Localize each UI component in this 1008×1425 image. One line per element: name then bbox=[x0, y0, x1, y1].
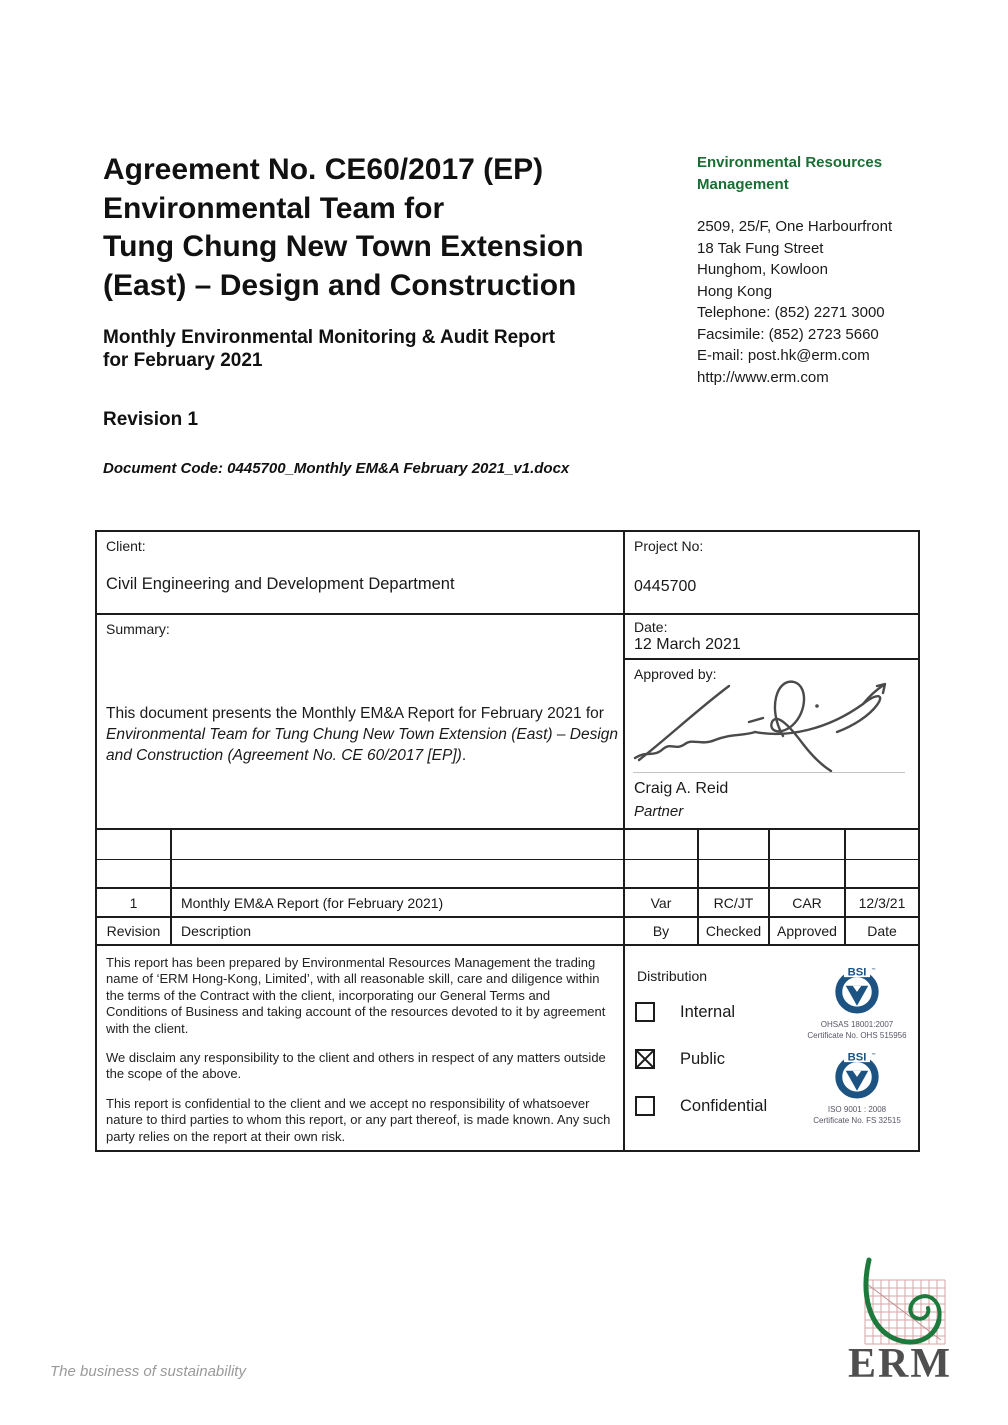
date-cell bbox=[846, 860, 918, 889]
svg-text:BSI: BSI bbox=[847, 1051, 867, 1064]
client-value: Civil Engineering and Development Department bbox=[106, 575, 455, 593]
company-tagline: The business of sustainability bbox=[50, 1363, 246, 1380]
report-title bbox=[103, 151, 703, 305]
description-cell bbox=[172, 860, 625, 889]
date-value: 12 March 2021 bbox=[634, 636, 741, 653]
signature bbox=[631, 674, 911, 774]
project-no-label: Project No: bbox=[634, 538, 704, 554]
project-no-cell bbox=[625, 532, 918, 615]
summary-label: Summary: bbox=[106, 621, 170, 637]
by-cell bbox=[625, 830, 699, 860]
disclaimer-paragraph: This report has been prepared by Environmental Resources Management the trading name of ‘ERM Hong-Kong, Limited’, with all reasonable skill, care and diligence within the terms of the Contract with the client, incorporating our General Terms and Conditions of Business and taking account of the resources devoted to it by agreement with the client. bbox=[106, 955, 606, 1036]
distribution-option-internal bbox=[635, 1002, 735, 1022]
document-info-table bbox=[95, 530, 920, 1152]
revision-label: Revision 1 bbox=[103, 409, 199, 430]
title-line: Tung Chung New Town Extension bbox=[103, 230, 584, 263]
description-cell bbox=[172, 830, 625, 860]
address-line: Hunghom, Kowloon bbox=[697, 261, 828, 278]
address-line: Hong Kong bbox=[697, 282, 773, 300]
company-address bbox=[697, 216, 937, 388]
company-name-line: Environmental Resources bbox=[697, 154, 883, 171]
title-line: (East) – Design and Construction bbox=[103, 268, 577, 302]
distribution-label: Distribution bbox=[637, 968, 708, 984]
erm-wordmark: ERM bbox=[848, 1341, 952, 1387]
bsi-caption bbox=[792, 1019, 922, 1041]
approver-title: Partner bbox=[634, 803, 684, 820]
checked-header: Checked bbox=[699, 918, 770, 946]
certification-number: Certificate No. OHS 515956 bbox=[807, 1031, 907, 1040]
by-cell bbox=[625, 860, 699, 889]
summary-part-italic: Environmental Team for Tung Chung New Town Extension (East) – Design and Construction (Agreement No. CE 60/2017 [EP]) bbox=[106, 726, 619, 764]
summary-cell bbox=[97, 615, 625, 830]
title-line: Environmental Team for bbox=[103, 191, 445, 225]
company-block bbox=[697, 152, 937, 388]
approved-header: Approved bbox=[770, 918, 846, 946]
svg-text:BSI: BSI bbox=[847, 966, 867, 979]
fax-line: Facsimile: (852) 2723 5660 bbox=[697, 325, 879, 343]
address-line: 18 Tak Fung Street bbox=[697, 239, 824, 257]
subtitle-line: for February 2021 bbox=[103, 350, 263, 371]
date-cell bbox=[625, 615, 918, 660]
disclaimer-paragraph: We disclaim any responsibility to the client and others in respect of any matters outside the scope of the above. bbox=[106, 1050, 606, 1082]
client-cell bbox=[97, 532, 625, 615]
date-header: Date bbox=[846, 918, 918, 946]
checked-cell bbox=[699, 830, 770, 860]
phone-line: Telephone: (852) 2271 3000 bbox=[697, 304, 885, 321]
revision-cell bbox=[97, 830, 172, 860]
approved-by-cell bbox=[625, 660, 918, 830]
subtitle-line: Monthly Environmental Monitoring & Audit Report bbox=[103, 327, 556, 348]
client-label: Client: bbox=[106, 538, 146, 554]
date-label: Date: bbox=[634, 619, 668, 635]
date-cell: 12/3/21 bbox=[846, 889, 918, 918]
certification-number: Certificate No. FS 32515 bbox=[813, 1116, 901, 1125]
certification-standard: ISO 9001 : 2008 bbox=[827, 1105, 887, 1114]
address-line: 2509, 25/F, One Harbourfront bbox=[697, 218, 893, 235]
revision-cell: 1 bbox=[97, 889, 172, 918]
distribution-option-confidential bbox=[635, 1096, 767, 1116]
company-name bbox=[697, 152, 937, 195]
by-header: By bbox=[625, 918, 699, 946]
checkbox-internal[interactable] bbox=[635, 1002, 655, 1022]
distribution-option-public bbox=[635, 1049, 725, 1069]
bsi-certification-icon bbox=[831, 964, 883, 1018]
document-code: Document Code: 0445700_Monthly EM&A February 2021_v1.docx bbox=[103, 460, 570, 477]
project-no-value: 0445700 bbox=[634, 578, 697, 595]
approver-name: Craig A. Reid bbox=[634, 780, 729, 797]
disclaimer-cell bbox=[97, 946, 625, 1150]
company-name-line: Management bbox=[697, 175, 789, 193]
svg-text:™: ™ bbox=[871, 1052, 876, 1058]
description-header: Description bbox=[172, 918, 625, 946]
revision-header: Revision bbox=[97, 918, 172, 946]
approved-cell bbox=[770, 830, 846, 860]
revision-cell bbox=[97, 860, 172, 889]
option-label: Internal bbox=[680, 1002, 736, 1021]
bsi-caption bbox=[792, 1104, 922, 1126]
bsi-certification-icon bbox=[831, 1049, 883, 1103]
description-cell: Monthly EM&A Report (for February 2021) bbox=[172, 889, 625, 918]
option-label: Confidential bbox=[680, 1096, 768, 1115]
svg-text:™: ™ bbox=[871, 967, 876, 973]
option-label: Public bbox=[680, 1049, 725, 1068]
website-line: http://www.erm.com bbox=[697, 368, 829, 386]
approved-by-label: Approved by: bbox=[634, 666, 717, 682]
title-line: Agreement No. CE60/2017 (EP) bbox=[103, 153, 544, 186]
by-cell: Var bbox=[625, 889, 699, 918]
summary-part: . bbox=[461, 747, 467, 764]
checkbox-public[interactable] bbox=[635, 1049, 655, 1069]
checked-cell: RC/JT bbox=[699, 889, 770, 918]
erm-logo bbox=[845, 1256, 955, 1398]
approved-cell bbox=[770, 860, 846, 889]
signature-line bbox=[633, 772, 905, 773]
erm-fern-icon bbox=[845, 1256, 955, 1351]
checkbox-confidential[interactable] bbox=[635, 1096, 655, 1116]
email-line: E-mail: post.hk@erm.com bbox=[697, 347, 870, 364]
summary-part: This document presents the Monthly EM&A Report for February 2021 for bbox=[106, 705, 604, 722]
summary-text bbox=[106, 703, 621, 766]
approved-cell: CAR bbox=[770, 889, 846, 918]
date-cell bbox=[846, 830, 918, 860]
checked-cell bbox=[699, 860, 770, 889]
certification-standard: OHSAS 18001:2007 bbox=[820, 1020, 894, 1029]
report-subtitle bbox=[103, 326, 663, 372]
distribution-cell bbox=[625, 946, 918, 1150]
disclaimer-paragraph: This report is confidential to the client and we accept no responsibility of whatsoever nature to third parties to whom this report, or any part thereof, is made known. Any such party relies on the report at their own risk. bbox=[106, 1095, 611, 1144]
